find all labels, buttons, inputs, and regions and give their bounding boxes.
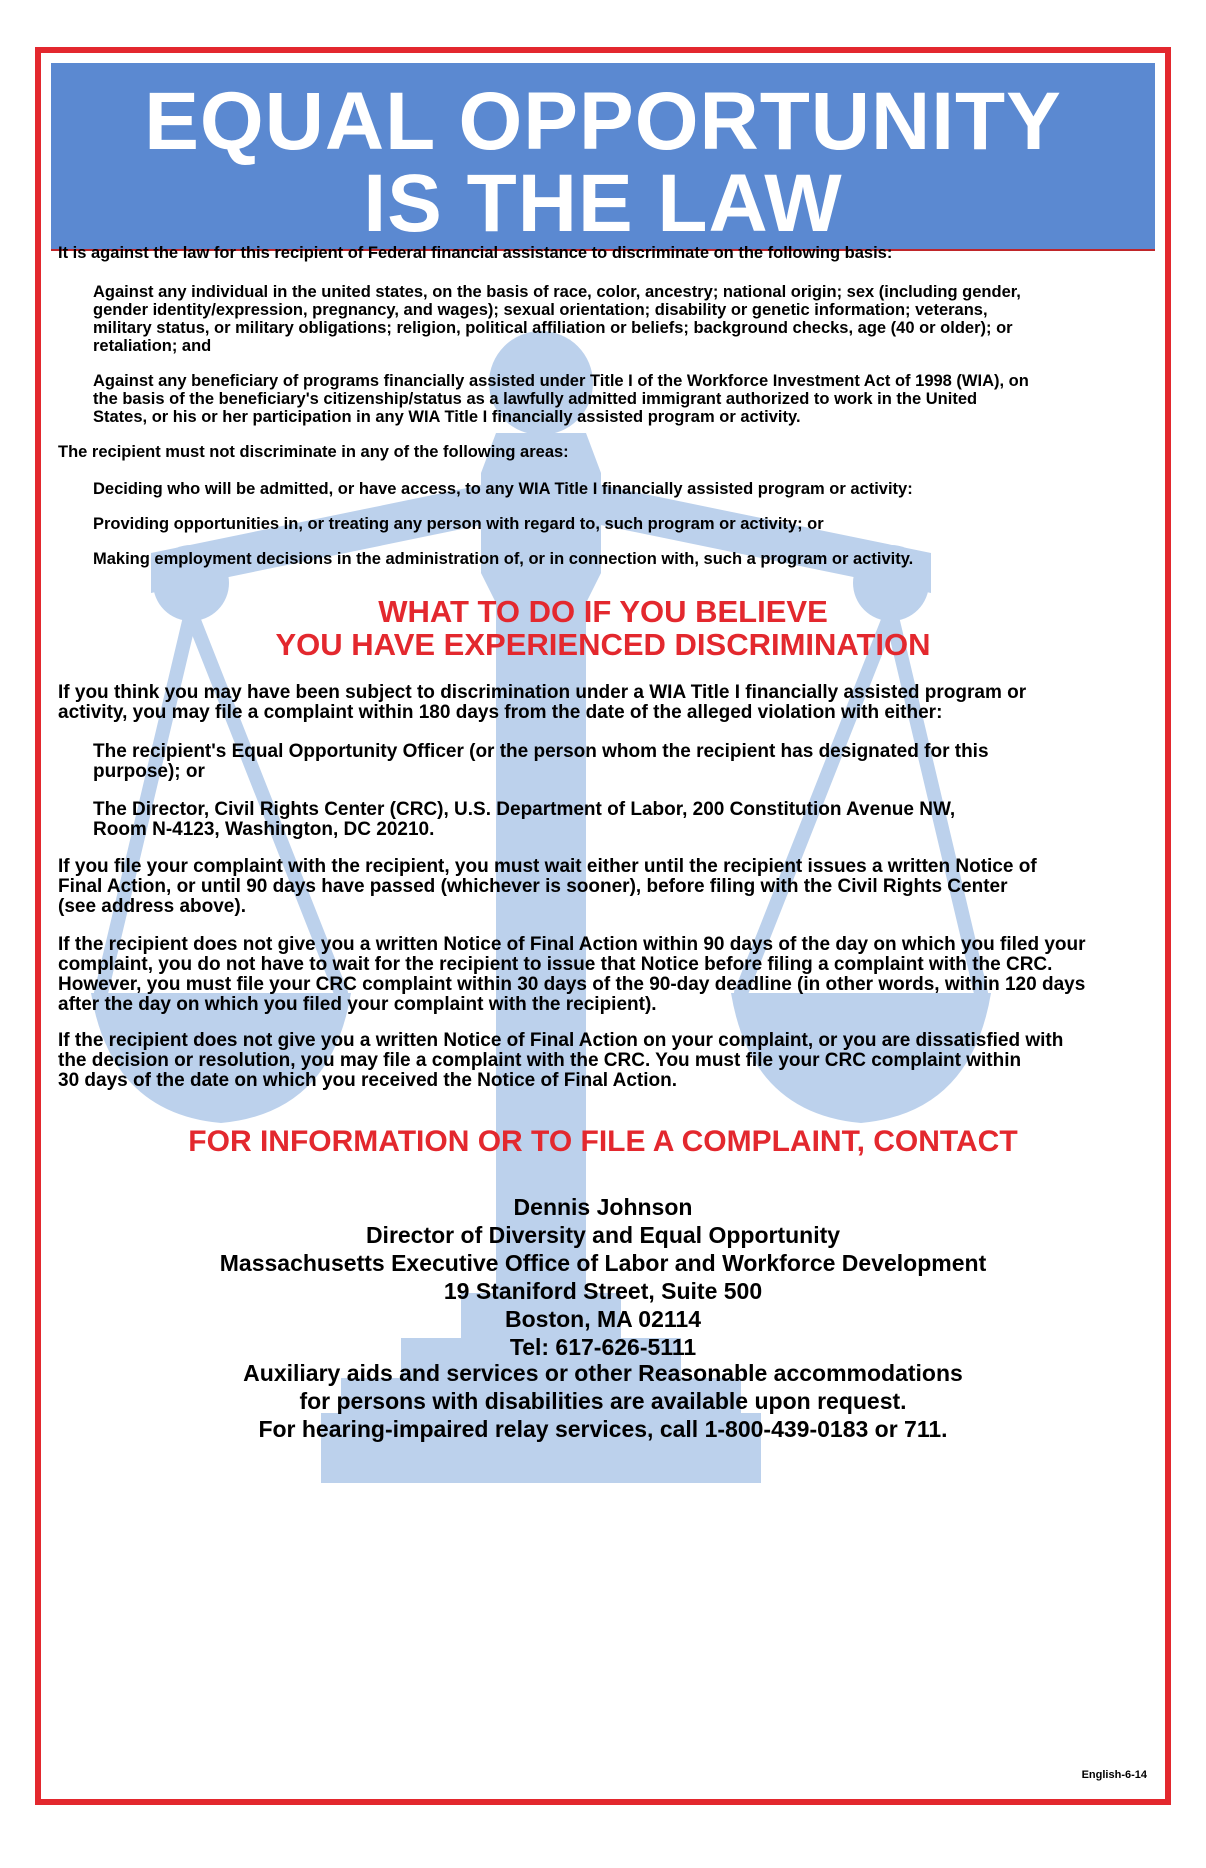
what-to-do-heading-line-2: YOU HAVE EXPERIENCED DISCRIMINATION [275, 627, 931, 662]
para-3-line: 30 days of the date on which you received the Notice of Final Action. [58, 1070, 678, 1091]
what-to-do-heading-line-1: WHAT TO DO IF YOU BELIEVE [378, 594, 828, 629]
contact-title: Director of Diversity and Equal Opportunity [365, 1222, 841, 1248]
basis-1-line: gender identity/expression, pregnancy, and wages); sexual orientation; disability or genetic information; veterans, [93, 301, 988, 319]
form-code: English-6-14 [1081, 1769, 1147, 1781]
contact-name: Dennis Johnson [513, 1194, 693, 1220]
poster [35, 47, 1171, 1805]
para-1-line: (see address above). [58, 896, 246, 917]
complaint-intro-line: activity, you may file a complaint within 180 days from the date of the alleged violation with either: [58, 702, 943, 723]
basis-2-line: States, or his or her participation in any WIA Title I financially assisted program or activity. [93, 408, 801, 426]
intro-text: It is against the law for this recipient of Federal financial assistance to discriminate on the following basis: [58, 244, 893, 262]
basis-1-line: retaliation; and [93, 337, 212, 355]
contact-org: Massachusetts Executive Office of Labor and Workforce Development [219, 1250, 987, 1276]
complaint-intro-line: If you think you may have been subject to discrimination under a WIA Title I financially assisted program or [58, 682, 1027, 703]
aux-line: Auxiliary aids and services or other Reasonable accommodations [243, 1360, 963, 1386]
contact-street: 19 Staniford Street, Suite 500 [443, 1278, 763, 1304]
para-1-line: If you file your complaint with the recipient, you must wait either until the recipient issues a written Notice of [58, 856, 1037, 877]
option-2-line: Room N-4123, Washington, DC 20210. [93, 819, 435, 840]
contact-heading: FOR INFORMATION OR TO FILE A COMPLAINT, CONTACT [188, 1125, 1018, 1158]
areas-intro-text: The recipient must not discriminate in any of the following areas: [58, 443, 569, 461]
area-item: Deciding who will be admitted, or have access, to any WIA Title I financially assisted program or activity: [93, 480, 913, 498]
para-2-line: complaint, you do not have to wait for the recipient to issue that Notice before filing a complaint with the CRC. [58, 954, 1053, 975]
header-title-line-1: EQUAL OPPORTUNITY [144, 76, 1062, 167]
option-1-line: purpose); or [93, 761, 205, 782]
para-1-line: Final Action, or until 90 days have passed (whichever is sooner), before filing with the Civil Rights Center [58, 876, 1008, 897]
para-2-line: after the day on which you filed your complaint with the recipient). [58, 994, 657, 1015]
poster-content [41, 53, 1165, 1799]
basis-1-line: Against any individual in the united states, on the basis of race, color, ancestry; national origin; sex (including gender, [93, 283, 1021, 301]
contact-block [41, 1193, 1165, 1361]
area-item: Making employment decisions in the administration of, or in connection with, such a program or activity. [93, 550, 914, 568]
para-2-line: However, you must file your CRC complaint within 30 days of the 90-day deadline (in other words, within 120 days [58, 974, 1086, 995]
area-item: Providing opportunities in, or treating any person with regard to, such program or activity; or [93, 515, 824, 533]
para-2-line: If the recipient does not give you a written Notice of Final Action within 90 days of the day on which you filed your [58, 934, 1086, 955]
basis-1-line: military status, or military obligations; religion, political affiliation or beliefs; background checks, age (40 or older); or [93, 319, 1013, 337]
basis-2-line: Against any beneficiary of programs financially assisted under Title I of the Workforce Investment Act of 1998 (WIA), on [93, 372, 1029, 390]
header-title-line-2: IS THE LAW [363, 158, 843, 249]
contact-tel: Tel: 617-626-5111 [509, 1334, 697, 1360]
option-1-line: The recipient's Equal Opportunity Officer (or the person whom the recipient has designated for this [93, 741, 989, 762]
aux-line: For hearing-impaired relay services, call 1-800-439-0183 or 711. [258, 1416, 948, 1442]
para-3-line: If the recipient does not give you a written Notice of Final Action on your complaint, or you are dissatisfied with [58, 1030, 1064, 1051]
contact-city: Boston, MA 02114 [505, 1306, 701, 1332]
aux-line: for persons with disabilities are available upon request. [299, 1388, 907, 1414]
para-3-line: the decision or resolution, you may file a complaint with the CRC. You must file your CRC complaint within [58, 1050, 1022, 1071]
aux-services-block [41, 1359, 1165, 1443]
option-2-line: The Director, Civil Rights Center (CRC), U.S. Department of Labor, 200 Constitution Avenue NW, [93, 799, 956, 820]
basis-2-line: the basis of the beneficiary's citizenship/status as a lawfully admitted immigrant authorized to work in the United [93, 390, 978, 408]
